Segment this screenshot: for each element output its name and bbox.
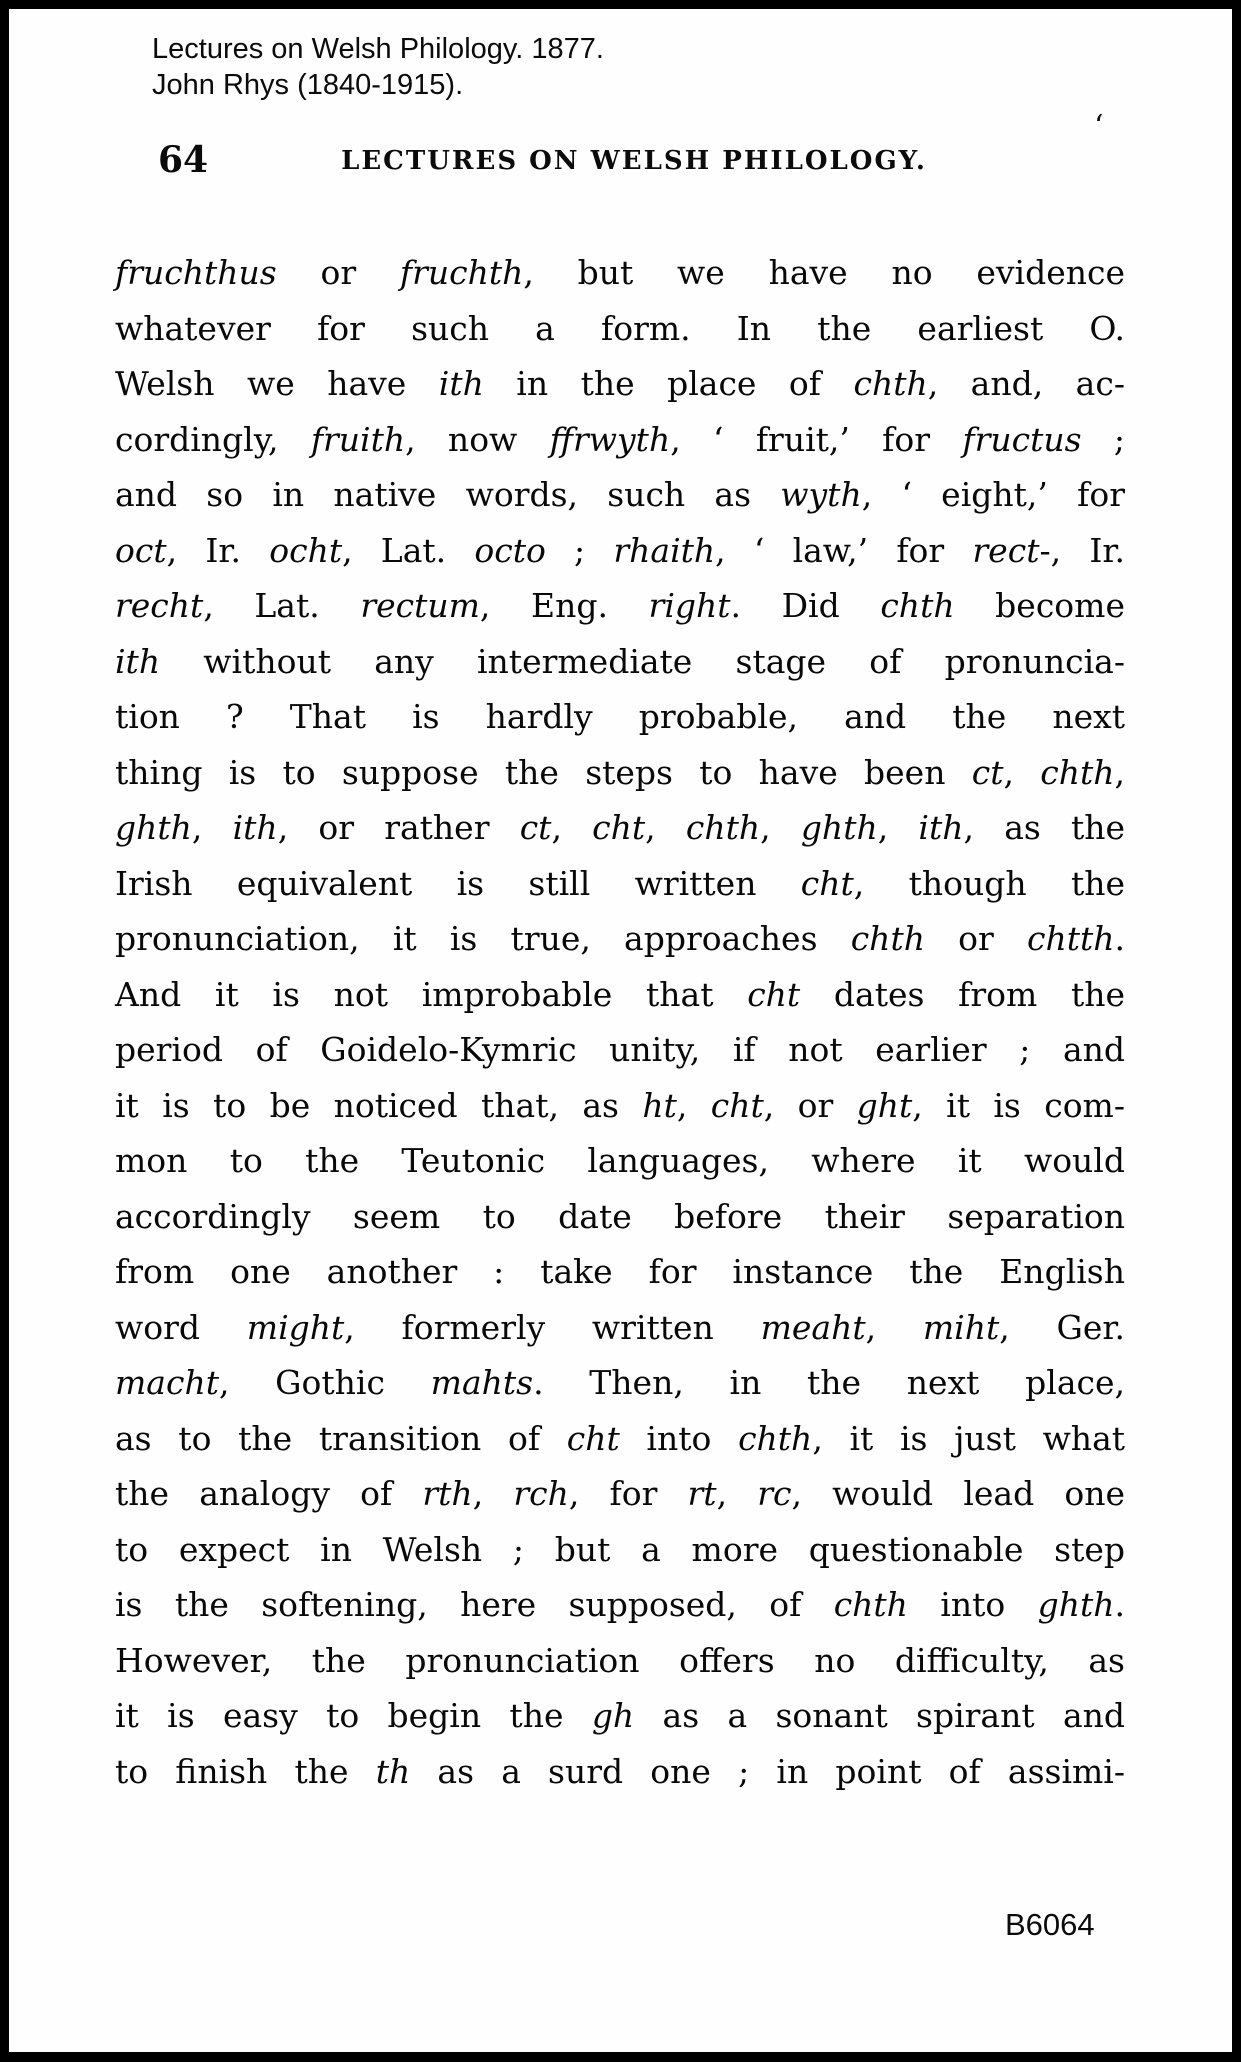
text-line: cordingly, fruith, now ffrwyth, ‘ fruit,’ for fructus ;	[115, 419, 1126, 459]
text-line: to finish the th as a surd one ; in point of assimi-	[115, 1751, 1126, 1791]
text-line: thing is to suppose the steps to have been ct, chth,	[115, 752, 1125, 792]
text-line: from one another : take for instance the English	[115, 1252, 1125, 1291]
text-line: the analogy of rth, rch, for rt, rc, would lead one	[115, 1474, 1126, 1513]
footer-code: B6064	[1005, 1907, 1095, 1942]
text-line: fruchthus or fruchth, but we have no evidence	[115, 253, 1125, 292]
body-text	[115, 245, 1125, 1799]
text-line: ith without any intermediate stage of pronuncia-	[115, 641, 1125, 681]
text-line: it is easy to begin the gh as a sonant spirant and	[115, 1696, 1125, 1735]
text-line: tion ? That is hardly probable, and the next	[115, 697, 1125, 736]
text-line: macht, Gothic mahts. Then, in the next place,	[115, 1363, 1125, 1402]
text-line: ghth, ith, or rather ct, cht, chth, ghth, ith, as the	[115, 808, 1126, 847]
text-line: oct, Ir. ocht, Lat. octo ; rhaith, ‘ law,’ for rect-, Ir.	[115, 530, 1125, 570]
text-line: recht, Lat. rectum, Eng. right. Did chth become	[115, 586, 1125, 625]
running-head-title: LECTURES ON WELSH PHILOLOGY.	[341, 146, 927, 176]
annotation-author: John Rhys (1840-1915).	[152, 69, 464, 101]
text-line: to expect in Welsh ; but a more questionable step	[115, 1529, 1125, 1569]
text-line: Irish equivalent is still written cht, though the	[115, 863, 1125, 903]
text-line: period of Goidelo-Kymric unity, if not earlier ; and	[115, 1030, 1125, 1069]
text-line: And it is not improbable that cht dates from the	[115, 974, 1126, 1014]
text-line: However, the pronunciation offers no difficulty, as	[115, 1640, 1125, 1680]
text-line: Welsh we have ith in the place of chth, and, ac-	[115, 364, 1125, 403]
text-line: is the softening, here supposed, of chth into ghth.	[115, 1585, 1125, 1624]
text-line: as to the transition of cht into chth, it is just what	[115, 1418, 1126, 1458]
page-scan	[9, 9, 1232, 2052]
text-line: word might, formerly written meaht, miht, Ger.	[115, 1307, 1125, 1347]
text-line: and so in native words, such as wyth, ‘ eight,’ for	[115, 475, 1125, 514]
annotation-block	[152, 31, 604, 103]
text-line: pronunciation, it is true, approaches chth or chtth.	[115, 919, 1126, 958]
page-number: 64	[158, 139, 209, 181]
running-head	[9, 139, 1232, 189]
annotation-title: Lectures on Welsh Philology. 1877.	[152, 33, 604, 65]
text-line: whatever for such a form. In the earliest O.	[115, 308, 1125, 348]
text-line: mon to the Teutonic languages, where it would	[115, 1141, 1125, 1180]
stray-apostrophe-mark: ‘	[1094, 109, 1104, 144]
text-line: accordingly seem to date before their separation	[115, 1196, 1125, 1236]
text-line: it is to be noticed that, as ht, cht, or ght, it is com-	[115, 1085, 1125, 1125]
